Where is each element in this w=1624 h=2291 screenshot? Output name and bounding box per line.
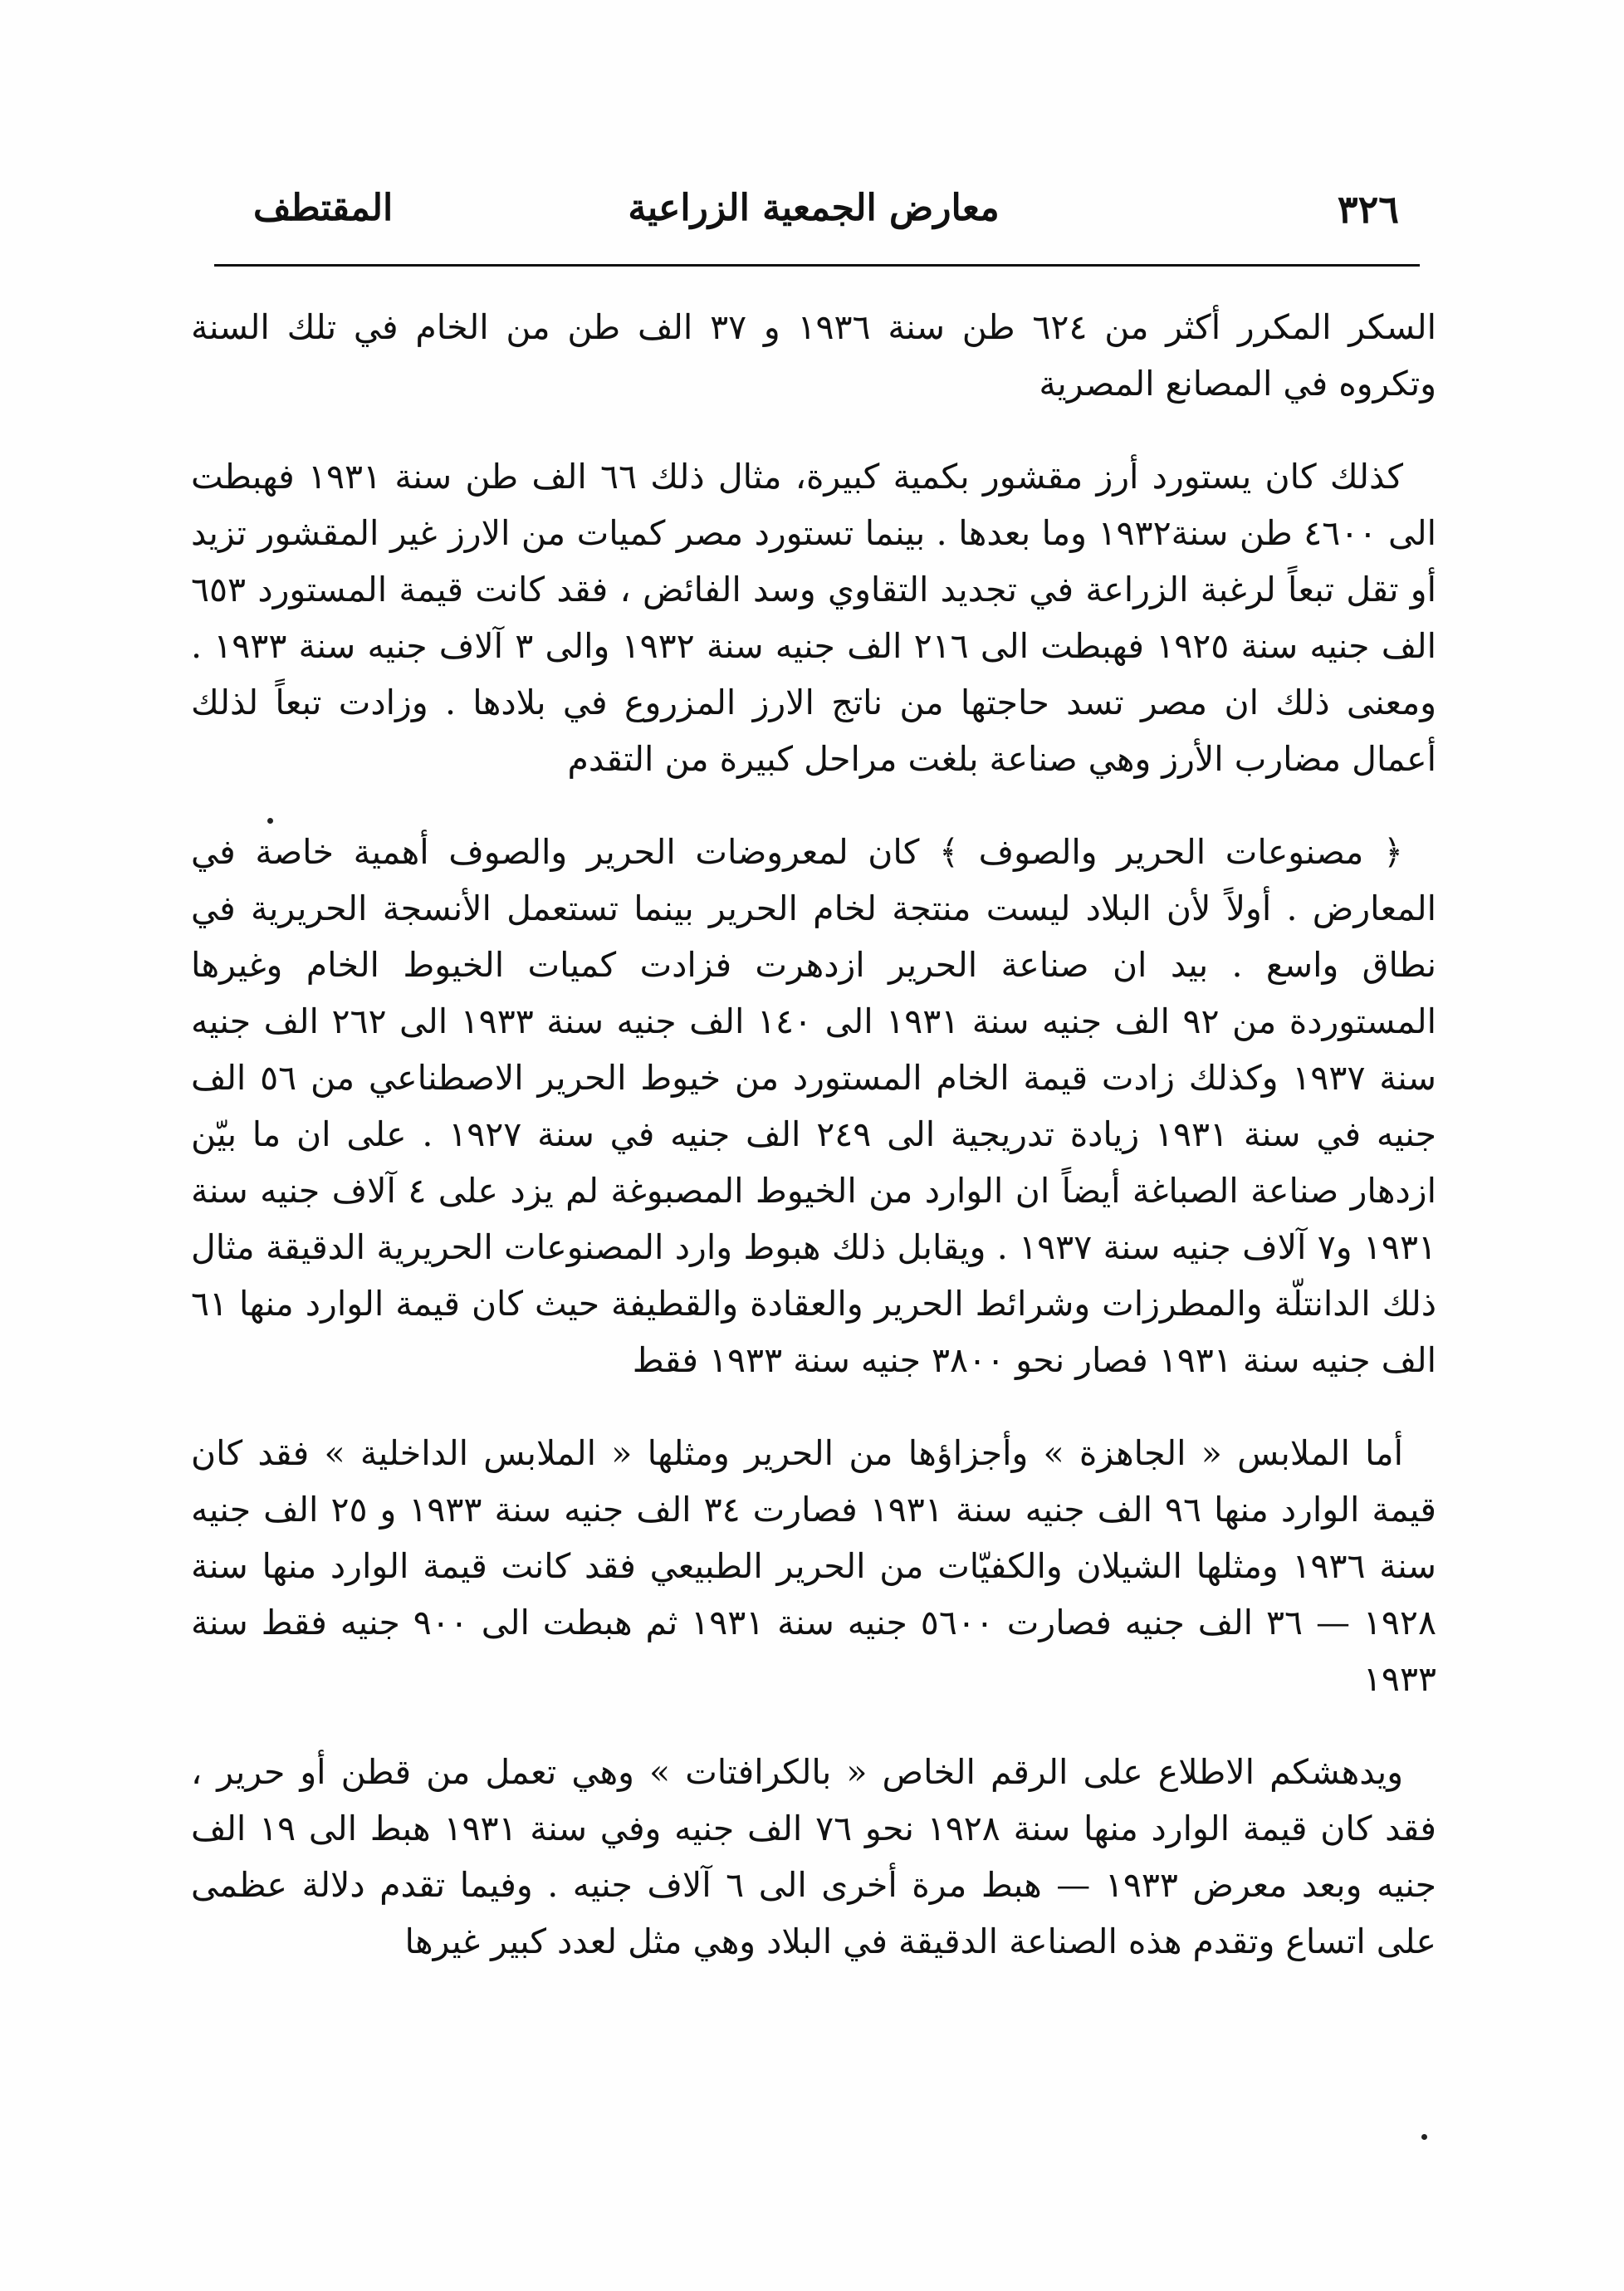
paragraph-rice: كذلك كان يستورد أرز مقشور بكمية كبيرة، مثال ذلك ٦٦ الف طن سنة ١٩٣١ فهبطت الى ٤٦٠٠ طن سنة١٩٣٢ وما بعدها . بينما تستورد مصر كميات من الارز غير المقشور تزيد أو تقل تبعاً لرغبة الزراعة في تجديد التقاوي وسد الفائض ، فقد كانت قيمة المستورد ٦٥٣ الف جنيه سنة ١٩٢٥ فهبطت الى ٢١٦ الف جنيه سنة ١٩٣٢ والى ٣ آلاف جنيه سنة ١٩٣٣ . ومعنى ذلك ان مصر تسد حاجتها من ناتج الارز المزروع في بلادها . وزادت تبعاً لذلك أعمال مضارب الأرز وهي صناعة بلغت مراحل كبيرة من التقدم	[191, 457, 1437, 779]
journal-name: المقتطف	[253, 187, 394, 229]
page-header	[203, 187, 1424, 245]
paragraph-neckties: ويدهشكم الاطلاع على الرقم الخاص « بالكرافتات » وهي تعمل من قطن أو حرير ، فقد كان قيمة الوارد منها سنة ١٩٢٨ نحو ٧٦ الف جنيه وفي سنة ١٩٣١ هبط الى ١٩ الف جنيه وبعد معرض ١٩٣٣ — هبط مرة أخرى الى ٦ آلاف جنيه . وفيما تقدم دلالة عظمى على اتساع وتقدم هذه الصناعة الدقيقة في البلاد وهي مثل لعدد كبير غيرها	[191, 1752, 1437, 1961]
paragraph-sugar: السكر المكرر أكثر من ٦٢٤ طن سنة ١٩٣٦ و ٣٧ الف طن من الخام في تلك السنة وتكروه في المصانع المصرية	[191, 307, 1436, 404]
print-speck	[1421, 2134, 1427, 2140]
running-title: معارض الجمعية الزراعية	[628, 187, 1000, 229]
paragraph-silk-wool: ﴿ مصنوعات الحرير والصوف ﴾ كان لمعروضات الحرير والصوف أهمية خاصة في المعارض . أولاً لأن البلاد ليست منتجة لخام الحرير بينما تستعمل الأنسجة الحريرية في نطاق واسع . بيد ان صناعة الحرير ازدهرت فزادت كميات الخيوط الخام وغيرها المستوردة من ٩٢ الف جنيه سنة ١٩٣١ الى ١٤٠ الف جنيه سنة ١٩٣٣ الى ٢٦٢ الف جنيه سنة ١٩٣٧ وكذلك زادت قيمة الخام المستورد من خيوط الحرير الاصطناعي من ٥٦ الف جنيه في سنة ١٩٣١ زيادة تدريجية الى ٢٤٩ الف جنيه في سنة ١٩٢٧ . على ان ما بيّن ازدهار صناعة الصباغة أيضاً ان الوارد من الخيوط المصبوغة لم يزد على ٤ آلاف جنيه سنة ١٩٣١ و٧ آلاف جنيه سنة ١٩٣٧ . ويقابل ذلك هبوط وارد المصنوعات الحريرية الدقيقة مثال ذلك الدانتلّة والمطرزات وشرائط الحرير والعقادة والقطيفة حيث كان قيمة الوارد منها ٦١ الف جنيه سنة ١٩٣١ فصار نحو ٣٨٠٠ جنيه سنة ١٩٣٣ فقط	[191, 832, 1437, 1380]
header-rule	[214, 264, 1420, 267]
print-speck	[267, 818, 273, 824]
page-number: ٣٢٦	[1337, 187, 1399, 232]
article-body	[191, 299, 1436, 2006]
paragraph-ready-garments: أما الملابس « الجاهزة » وأجزاؤها من الحرير ومثلها « الملابس الداخلية » فقد كان قيمة الوارد منها ٩٦ الف جنيه سنة ١٩٣١ فصارت ٣٤ الف جنيه سنة ١٩٣٣ و ٢٥ الف جنيه سنة ١٩٣٦ ومثلها الشيلان والكفيّات من الحرير الطبيعي فقد كانت قيمة الوارد منها سنة ١٩٢٨ — ٣٦ الف جنيه فصارت ٥٦٠٠ جنيه سنة ١٩٣١ ثم هبطت الى ٩٠٠ جنيه فقط سنة ١٩٣٣	[191, 1433, 1437, 1699]
